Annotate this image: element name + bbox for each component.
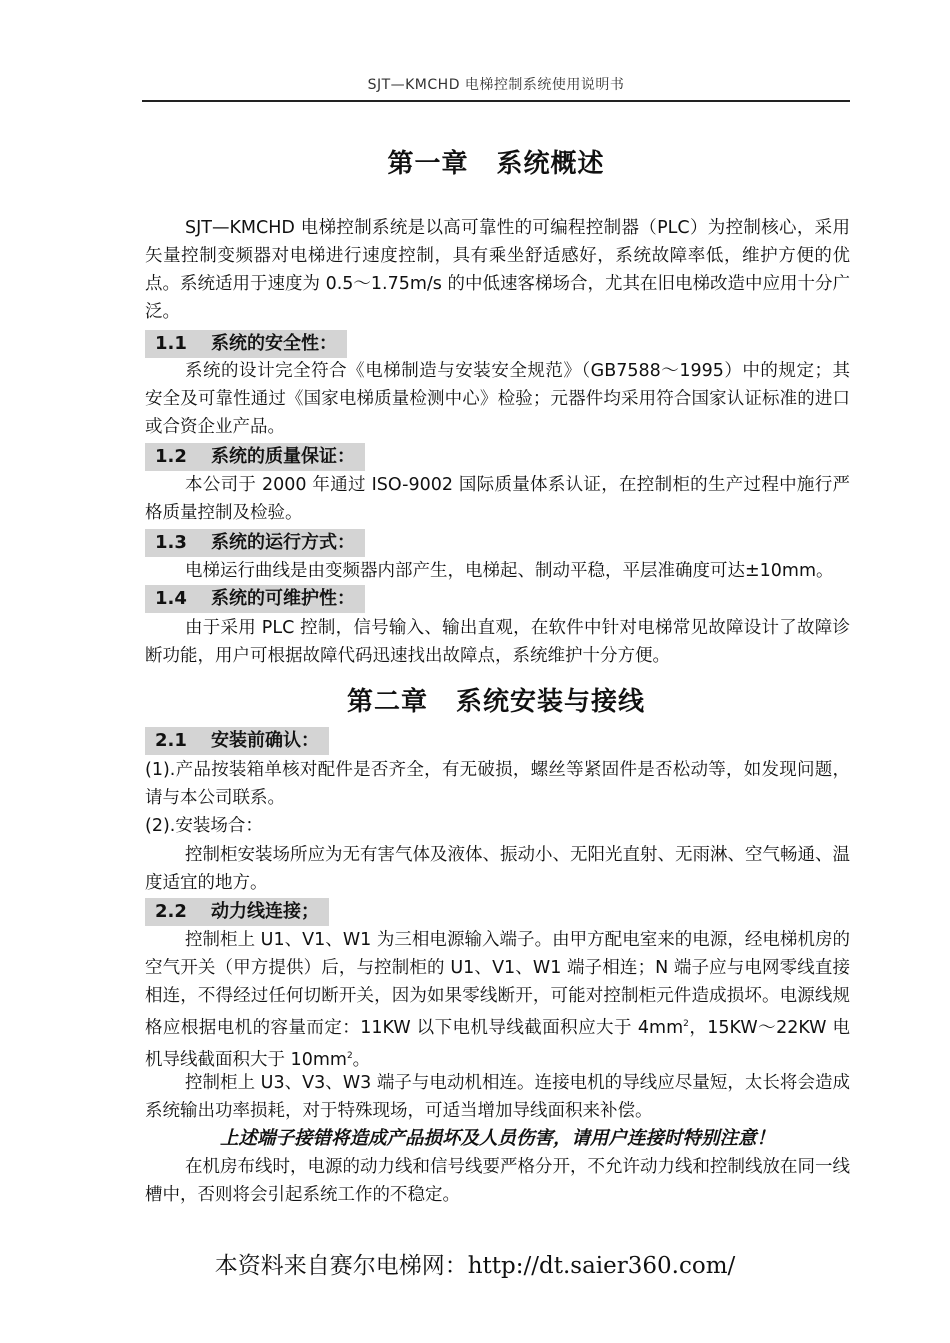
section-2-1-item-2: (2).安装场合：: [145, 816, 263, 836]
p1-text-c: 。: [352, 1049, 371, 1070]
section-1-4-body: 由于采用 PLC 控制，信号输入、输出直观，在软件中针对电梯常见故障设计了故障诊断功能，用户可根据故障代码迅速找出故障点，系统维护十分方便。: [145, 618, 850, 666]
section-1-3-body: 电梯运行曲线是由变频器内部产生，电梯起、制动平稳，平层准确度可达±10mm。: [185, 561, 834, 581]
section-1-1-heading: [145, 330, 347, 358]
section-1-1-body: 系统的设计完全符合《电梯制造与安装安全规范》（GB7588～1995）中的规定；其安全及可靠性通过《国家电梯质量检测中心》检验；元器件均采用符合国家认证标准的进口或合资企业产品。: [145, 361, 850, 437]
superscript: 2: [683, 1019, 689, 1029]
section-title: 系统的安全性：: [211, 333, 337, 354]
chapter-1-title: [142, 143, 850, 180]
p1-text-b: ，15KW～22KW 电机导线截面积大于 10mm: [145, 1017, 850, 1070]
section-title: 系统的运行方式：: [211, 532, 355, 553]
chapter-2-label: 第二章: [346, 687, 428, 717]
section-title: 安装前确认：: [211, 730, 319, 751]
section-2-1-item-1: (1).产品按装箱单核对配件是否齐全，有无破损，螺丝等紧固件是否松动等，如发现问题，请与本公司联系。: [145, 760, 850, 808]
superscript: 2: [346, 1050, 353, 1061]
chapter-1-name: 系统概述: [496, 149, 605, 179]
section-2-2-heading: [145, 898, 329, 926]
section-2-2-paragraph-2: 控制柜上 U3、V3、W3 端子与电动机相连。连接电机的导线应尽量短，太长将会造成系统输出功率损耗，对于特殊现场，可适当增加导线面积来补偿。: [145, 1073, 850, 1121]
section-number: 1.2: [155, 446, 187, 467]
section-number: 1.1: [155, 333, 187, 354]
section-title: 动力线连接；: [211, 901, 319, 922]
section-1-2-heading: [145, 443, 365, 471]
page-header: SJT—KMCHD 电梯控制系统使用说明书: [142, 74, 850, 102]
section-1-2-body: 本公司于 2000 年通过 ISO-9002 国际质量体系认证，在控制柜的生产过程中施行严格质量控制及检验。: [145, 475, 850, 523]
p1-text-a: 控制柜上 U1、V1、W1 为三相电源输入端子。由甲方配电室来的电源，经电梯机房的空气开关（甲方提供）后，与控制柜的 U1、V1、W1 端子相连；N 端子应与电网零线直接相连，不得经过任何切断开关，因为如果零线断开，可能对控制柜元件造成损坏。电源线规格应根据电机的容量而定：11KW 以下电机导线截面积应大于 4mm: [145, 930, 850, 1038]
chapter-2-title: [142, 681, 850, 718]
intro-paragraph: SJT—KMCHD 电梯控制系统是以高可靠性的可编程控制器（PLC）为控制核心，采用矢量控制变频器对电梯进行速度控制，具有乘坐舒适感好，系统故障率低，维护方便的优点。系统适用于速度为 0.5～1.75m/s 的中低速客梯场合，尤其在旧电梯改造中应用十分广泛。: [145, 218, 850, 322]
section-number: 2.2: [155, 901, 187, 922]
warning-notice: 上述端子接错将造成产品损坏及人员伤害，请用户连接时特别注意！: [219, 1128, 775, 1149]
section-1-4-heading: [145, 585, 365, 613]
section-number: 2.1: [155, 730, 187, 751]
section-title: 系统的质量保证：: [211, 446, 355, 467]
section-2-2-paragraph-1: [145, 926, 850, 1074]
chapter-2-name: 系统安装与接线: [456, 687, 646, 717]
section-number: 1.3: [155, 532, 187, 553]
section-2-1-item-2-body: 控制柜安装场所应为无有害气体及液体、振动小、无阳光直射、无雨淋、空气畅通、温度适宜的地方。: [145, 845, 850, 893]
section-number: 1.4: [155, 588, 187, 609]
footer-source: 本资料来自赛尔电梯网：http://dt.saier360.com/: [214, 1253, 736, 1279]
chapter-1-label: 第一章: [387, 149, 469, 179]
section-1-3-heading: [145, 529, 365, 557]
section-2-2-paragraph-3: 在机房布线时，电源的动力线和信号线要严格分开，不允许动力线和控制线放在同一线槽中，否则将会引起系统工作的不稳定。: [145, 1157, 850, 1205]
section-title: 系统的可维护性：: [211, 588, 355, 609]
section-2-1-heading: [145, 727, 329, 755]
